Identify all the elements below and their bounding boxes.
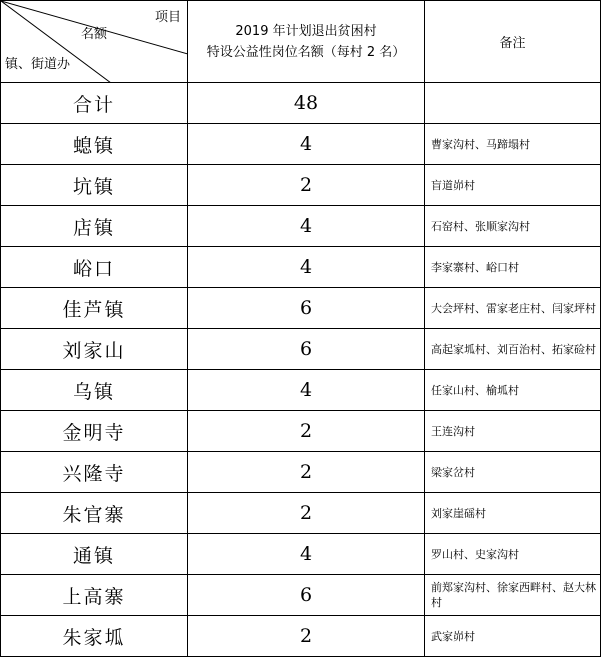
quota-cell: 6 — [188, 288, 425, 329]
town-cell: 峪口 — [1, 247, 188, 288]
town-cell: 上高寨 — [1, 575, 188, 616]
quota-cell: 2 — [188, 411, 425, 452]
table-row — [1, 575, 601, 616]
town-cell: 通镇 — [1, 534, 188, 575]
note-cell: 武家峁村 — [425, 616, 601, 657]
town-cell: 乌镇 — [1, 370, 188, 411]
quota-cell: 4 — [188, 370, 425, 411]
note-cell: 刘家崖磘村 — [425, 493, 601, 534]
table-row — [1, 534, 601, 575]
quota-cell: 4 — [188, 124, 425, 165]
quota-cell: 48 — [188, 83, 425, 124]
note-cell: 梁家岔村 — [425, 452, 601, 493]
note-cell: 王连沟村 — [425, 411, 601, 452]
header-note-column: 备注 — [425, 1, 601, 83]
note-cell: 任家山村、榆坬村 — [425, 370, 601, 411]
note-cell: 李家寨村、峪口村 — [425, 247, 601, 288]
note-cell — [425, 83, 601, 124]
table-row — [1, 329, 601, 370]
table-body — [1, 83, 601, 657]
header-quota-label: 名额 — [81, 27, 108, 42]
table-row — [1, 206, 601, 247]
diagonal-header-cell — [1, 1, 188, 83]
quota-cell: 4 — [188, 534, 425, 575]
quota-cell: 4 — [188, 247, 425, 288]
header-row — [1, 1, 601, 83]
table-row — [1, 452, 601, 493]
note-cell: 大会坪村、雷家老庄村、闫家坪村 — [425, 288, 601, 329]
quota-cell: 2 — [188, 616, 425, 657]
note-cell: 盲道峁村 — [425, 165, 601, 206]
header-town-label: 镇、街道办 — [5, 57, 71, 72]
table-row — [1, 83, 601, 124]
town-cell: 佳芦镇 — [1, 288, 188, 329]
town-cell: 兴隆寺 — [1, 452, 188, 493]
note-cell: 前郑家沟村、徐家西畔村、赵大林村 — [425, 575, 601, 616]
town-cell: 店镇 — [1, 206, 188, 247]
quota-cell: 2 — [188, 452, 425, 493]
table-row — [1, 124, 601, 165]
note-cell: 高起家坬村、刘百治村、拓家硷村 — [425, 329, 601, 370]
quota-cell: 2 — [188, 493, 425, 534]
quota-cell: 6 — [188, 575, 425, 616]
town-cell: 坑镇 — [1, 165, 188, 206]
header-quota-line1: 2019 年计划退出贫困村 — [235, 23, 377, 39]
header-quota-column — [188, 1, 425, 83]
town-cell: 螅镇 — [1, 124, 188, 165]
table-row — [1, 288, 601, 329]
note-cell: 石窑村、张顺家沟村 — [425, 206, 601, 247]
town-cell: 朱官寨 — [1, 493, 188, 534]
table-row — [1, 493, 601, 534]
table-row — [1, 247, 601, 288]
quota-cell: 2 — [188, 165, 425, 206]
quota-cell: 6 — [188, 329, 425, 370]
town-cell: 朱家坬 — [1, 616, 188, 657]
table-row — [1, 616, 601, 657]
table-row — [1, 411, 601, 452]
table-row — [1, 370, 601, 411]
town-cell: 金明寺 — [1, 411, 188, 452]
header-quota-line2: 特设公益性岗位名额（每村 2 名） — [206, 44, 406, 60]
town-cell: 合计 — [1, 83, 188, 124]
note-cell: 罗山村、史家沟村 — [425, 534, 601, 575]
note-cell: 曹家沟村、马蹄塌村 — [425, 124, 601, 165]
header-item-label: 项目 — [154, 10, 181, 25]
quota-cell: 4 — [188, 206, 425, 247]
table-row — [1, 165, 601, 206]
town-cell: 刘家山 — [1, 329, 188, 370]
